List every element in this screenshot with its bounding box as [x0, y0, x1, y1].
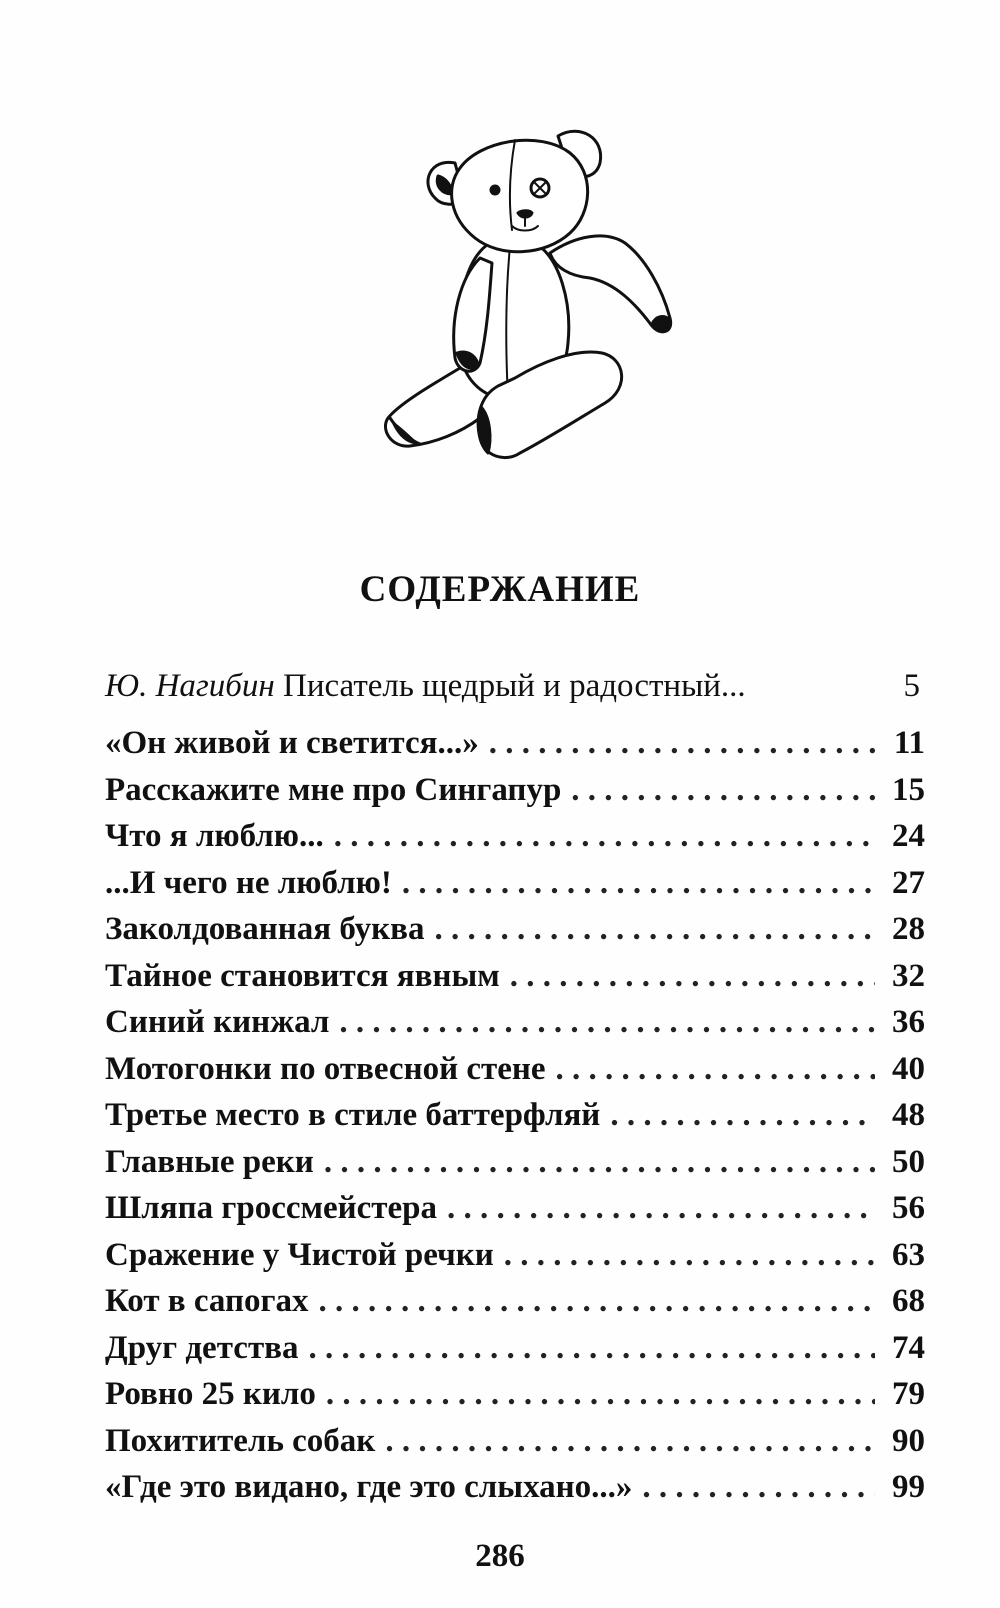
toc-dot-leader — [334, 818, 875, 855]
toc-entry-page: 27 — [892, 864, 925, 901]
toc-dot-leader — [324, 1144, 875, 1181]
toc-entry-title: Похититель собак — [105, 1422, 376, 1459]
toc-entry-title: Третье место в стиле баттерфляй — [105, 1097, 601, 1133]
toc-dot-leader — [434, 911, 875, 948]
intro-page-number: 5 — [903, 668, 920, 704]
toc-entry[interactable] — [105, 865, 925, 912]
toc-dot-leader — [326, 1376, 875, 1413]
page-number: 286 — [475, 1538, 525, 1574]
toc-dot-leader — [339, 1004, 875, 1041]
toc-dot-leader — [642, 1469, 875, 1506]
toc-intro-entry[interactable] — [105, 668, 925, 705]
toc-entry[interactable] — [105, 772, 925, 819]
toc-entry-title: Кот в сапогах — [105, 1283, 309, 1319]
toc-entry-page: 79 — [892, 1376, 925, 1412]
toc-entry-title: «Где это видано, где это слыхано...» — [105, 1469, 633, 1505]
toc-entry-page: 48 — [892, 1097, 925, 1133]
toc-entry-title: Мотогонки по отвесной стене — [105, 1050, 546, 1087]
toc-entry-page: 63 — [892, 1236, 925, 1273]
toc-entry-title: Главные реки — [105, 1143, 314, 1180]
intro-title: Писатель щедрый и радостный... — [283, 668, 746, 704]
toc-entry-title: «Он живой и светится...» — [105, 725, 479, 761]
toc-entry-page: 74 — [892, 1329, 925, 1366]
toc-dot-leader — [447, 1190, 875, 1227]
toc-entry-title: Сражение у Чистой речки — [105, 1236, 494, 1273]
toc-entry-title: Шляпа гроссмейстера — [105, 1190, 437, 1226]
teddy-bear-icon — [380, 118, 690, 488]
toc-entry-page: 56 — [892, 1190, 925, 1226]
toc-entry[interactable] — [105, 1004, 925, 1051]
toc-entry-page: 11 — [893, 725, 925, 761]
toc-entry[interactable] — [105, 1469, 925, 1516]
toc-entry-page: 15 — [892, 771, 925, 808]
toc-dot-leader — [510, 958, 875, 995]
toc-entry[interactable] — [105, 911, 925, 958]
toc-entry[interactable] — [105, 1190, 925, 1237]
intro-author: Ю. Нагибин — [105, 668, 275, 704]
toc-dot-leader — [571, 772, 875, 809]
toc-entry[interactable] — [105, 1097, 925, 1144]
toc-entry[interactable] — [105, 818, 925, 865]
toc-entry-title: Тайное становится явным — [105, 957, 500, 994]
toc-dot-leader — [556, 1051, 875, 1088]
toc-entry[interactable] — [105, 725, 925, 772]
toc-dot-leader — [309, 1330, 876, 1367]
toc-entry-title: Расскажите мне про Сингапур — [105, 771, 562, 808]
toc-entry[interactable] — [105, 958, 925, 1005]
toc-entry-page: 68 — [892, 1283, 925, 1319]
intro-text — [105, 668, 746, 705]
toc-entry-title: Заколдованная буква — [105, 911, 425, 947]
toc-entry-title: Что я люблю... — [105, 818, 324, 854]
toc-entry[interactable] — [105, 1423, 925, 1470]
toc-entry[interactable] — [105, 1144, 925, 1191]
toc-dot-leader — [504, 1237, 875, 1274]
toc-dot-leader — [385, 1423, 875, 1460]
toc-entry-page: 24 — [892, 818, 925, 854]
toc-entry-page: 36 — [892, 1004, 925, 1040]
toc-entry-page: 90 — [892, 1422, 925, 1459]
toc-entry[interactable] — [105, 1283, 925, 1330]
toc-entry[interactable] — [105, 1051, 925, 1098]
toc-entry-page: 32 — [892, 957, 925, 994]
toc-entry-title: Синий кинжал — [105, 1004, 330, 1040]
toc-heading: СОДЕРЖАНИЕ — [359, 569, 641, 610]
toc-dot-leader — [610, 1097, 875, 1134]
toc-entry[interactable] — [105, 1330, 925, 1377]
toc-entry-page: 50 — [892, 1143, 925, 1180]
toc-entry-page: 99 — [892, 1469, 925, 1505]
toc-entry-title: Друг детства — [105, 1329, 299, 1366]
toc-entry[interactable] — [105, 1237, 925, 1284]
toc-list — [105, 725, 925, 1516]
toc-entry[interactable] — [105, 1376, 925, 1423]
toc-dot-leader — [319, 1283, 876, 1320]
toc-dot-leader — [402, 865, 875, 902]
toc-entry-title: Ровно 25 кило — [105, 1376, 316, 1412]
toc-entry-page: 40 — [892, 1050, 925, 1087]
toc-entry-page: 28 — [892, 911, 925, 947]
toc-entry-title: ...И чего не люблю! — [105, 864, 392, 901]
toc-dot-leader — [489, 725, 875, 762]
